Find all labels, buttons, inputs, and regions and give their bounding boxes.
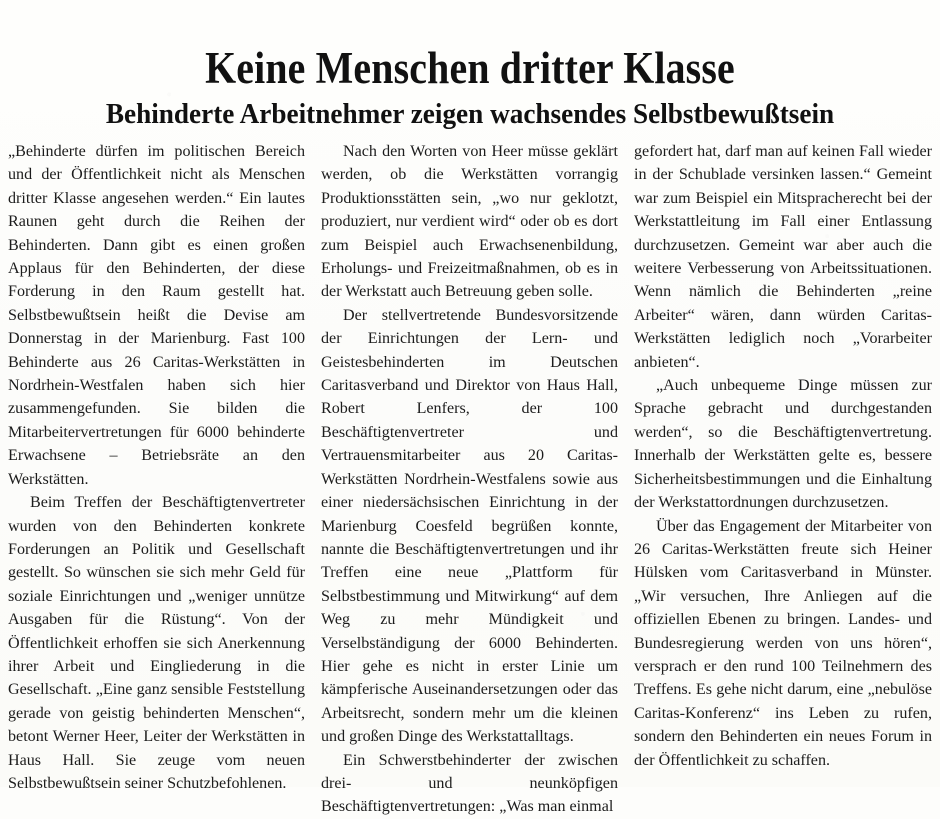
paragraph: Beim Treffen der Beschäftigtenvertreter wurden von den Behinderten konkrete Forderungen an Politik und Gesellschaft gestellt. So wünschen sie sich mehr Geld für soziale Einrichtungen und „weniger unnütze Ausgaben für die Rüstung“. Von der Öffentlichkeit erhoffen sie sich Anerkennung ihrer Arbeit und Eingliederung in die Gesellschaft. „Eine ganz sensible Feststellung gerade von geistig behinderten Menschen“, betont Werner Heer, Leiter der Werkstätten in Haus Hall. Sie zeuge vom neuen Selbstbewußtsein seiner Schutzbefohlenen. (8, 494, 305, 792)
article-column-1 (8, 140, 305, 792)
paragraph: Über das Engagement der Mitarbeiter von 26 Caritas-Werkstätten freute sich Heiner Hülsken vom Caritasverband in Münster. „Wir versuchen, Ihre Anliegen auf die offiziellen Ebenen zu bringen. Landes- und Bundesregierung werden von uns hören“, versprach er den rund 100 Teilnehmern des Treffens. Es gehe nicht darum, eine „nebulöse Caritas-Konferenz“ ins Leben zu rufen, sondern den Behinderten ein neues Forum in der Öffentlichkeit zu schaffen. (634, 517, 932, 769)
article-column-3 (634, 140, 932, 785)
paragraph: Nach den Worten von Heer müsse geklärt werden, ob die Werkstätten vorrangig Produktionsstätten sein, „wo nur geklotzt, produziert, nur verdient wird“ oder ob es dort zum Beispiel auch Erwachsenenbildung, Erholungs- und Freizeitmaßnahmen, ob es in der Werkstatt auch Betreuung geben solle. (321, 143, 618, 301)
article-headline: Keine Menschen dritter Klasse (205, 43, 735, 94)
paragraph: Der stellvertretende Bundesvorsitzende der Einrichtungen der Lern- und Geistesbehinderten im Deutschen Caritasverband und Direktor von Haus Hall, Robert Lenfers, der 100 Beschäftigtenvertreter und Vertrauensmitarbeiter aus 20 Caritas-Werkstätten Nordrhein-Westfalens sowie aus einer niedersächsischen Einrichtung in der Marienburg Coesfeld begrüßen konnte, nannte die Beschäftigtenvertretungen und ihr Treffen eine neue „Plattform für Selbstbestimmung und Mitwirkung“ auf dem Weg zu mehr Mündigkeit und Verselbständigung der 6000 Behinderten. Hier gehe es nicht in erster Linie um kämpferische Auseinandersetzungen oder das Arbeitsrecht, sondern mehr um die kleinen und großen Dinge des Werkstattalltags. (321, 306, 618, 746)
paragraph: „Behinderte dürfen im politischen Bereich und der Öffentlichkeit nicht als Menschen dritter Klasse angesehen werden.“ Ein lautes Raunen geht durch die Reihen der Behinderten. Dann gibt es einen großen Applaus für den Behinderten, der diese Forderung in den Raum gestellt hat. Selbstbewußtsein heißt die Devise am Donnerstag in der Marienburg. Fast 100 Behinderte aus 26 Caritas-Werkstätten in Nordrhein-Westfalen haben sich hier zusammengefunden. Sie bilden die Mitarbeitervertretungen für 6000 behinderte Erwachsene – Betriebsräte an den Werkstätten. (8, 143, 305, 488)
paragraph: „Auch unbequeme Dinge müssen zur Sprache gebracht und durchgestanden werden“, so die Beschäftigtenvertretung. Innerhalb der Werkstätten gelte es, bessere Sicherheitsbestimmungen und die Einhaltung der Werkstattordnungen durchzusetzen. (634, 377, 932, 512)
paragraph: Ein Schwerstbehinderter der zwischen drei- und neunköpfigen Beschäftigtenvertretungen: „Was man einmal (321, 751, 618, 816)
article-subheadline: Behinderte Arbeitnehmer zeigen wachsendes Selbstbewußtsein (105, 98, 835, 130)
paragraph: gefordert hat, darf man auf keinen Fall wieder in der Schublade versinken lassen.“ Gemeint war zum Beispiel ein Mitspracherecht bei der Werkstattleitung im Fall einer Entlassung durchzusetzen. Gemeint war aber auch die weitere Verbesserung von Arbeitssituationen. Wenn nämlich die Behinderten „reine Arbeiter“ wären, dann würden Caritas-Werkstätten lediglich noch „Vorarbeiter anbieten“. (634, 143, 932, 371)
article-body (8, 140, 932, 816)
article-column-2 (321, 140, 618, 816)
